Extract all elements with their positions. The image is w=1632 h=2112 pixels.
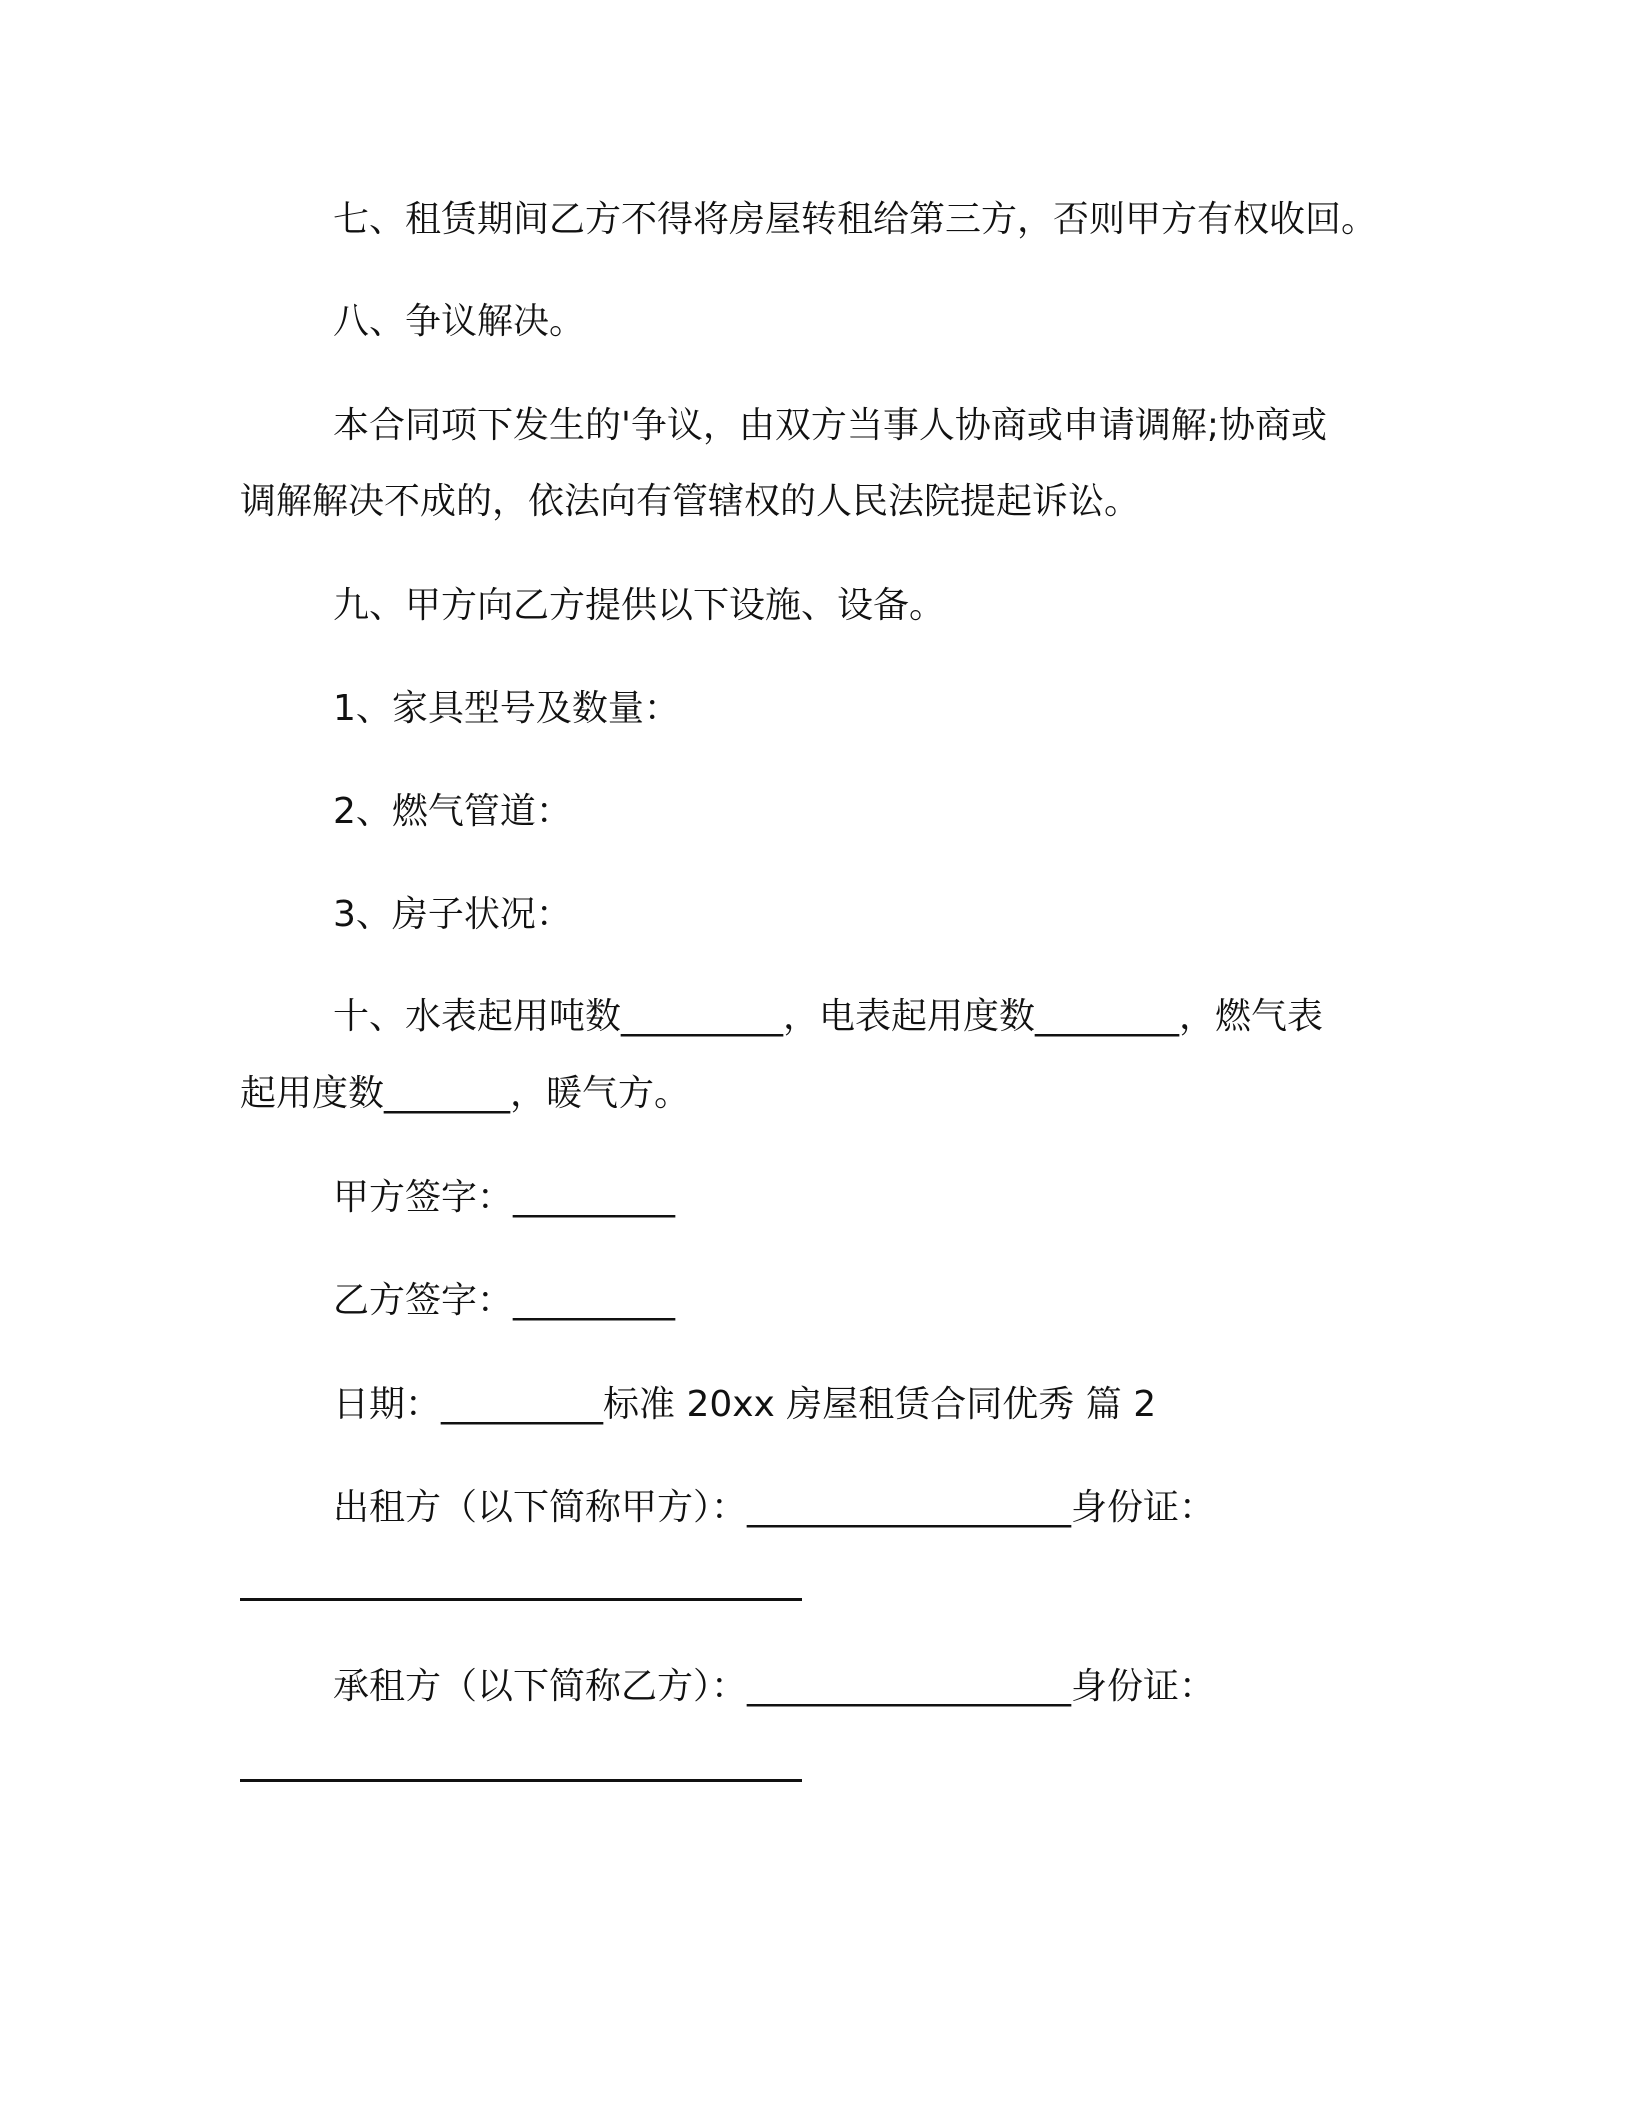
clause-7: 七、租赁期间乙方不得将房屋转租给第三方，否则甲方有权收回。 <box>333 199 1378 240</box>
clause-10-line-2: 起用度数_______，暖气方。 <box>240 1073 691 1114</box>
party-a-signature: 甲方签字：_________ <box>333 1177 676 1218</box>
lessor-line: 出租方（以下简称甲方）：__________________身份证： <box>333 1487 1216 1528</box>
date-and-title-line: 日期：_________标准 20xx 房屋租赁合同优秀 篇 2 <box>333 1384 1157 1425</box>
lessee-id-blank <box>240 1779 802 1782</box>
clause-8-heading: 八、争议解决。 <box>333 301 586 342</box>
party-b-signature: 乙方签字：_________ <box>333 1280 676 1321</box>
lessor-id-blank <box>240 1598 802 1601</box>
clause-9-heading: 九、甲方向乙方提供以下设施、设备。 <box>333 585 946 626</box>
clause-9-item-3: 3、房子状况： <box>333 894 572 935</box>
clause-10-line-1: 十、水表起用吨数_________，电表起用度数________，燃气表 <box>333 996 1324 1037</box>
clause-9-item-2: 2、燃气管道： <box>333 791 572 832</box>
clause-9-item-1: 1、家具型号及数量： <box>333 688 680 729</box>
clause-8-body-line-1: 本合同项下发生的'争议，由双方当事人协商或申请调解;协商或 <box>333 405 1328 446</box>
clause-8-body-line-2: 调解解决不成的，依法向有管辖权的人民法院提起诉讼。 <box>240 481 1141 522</box>
lessee-line: 承租方（以下简称乙方）：__________________身份证： <box>333 1666 1216 1707</box>
